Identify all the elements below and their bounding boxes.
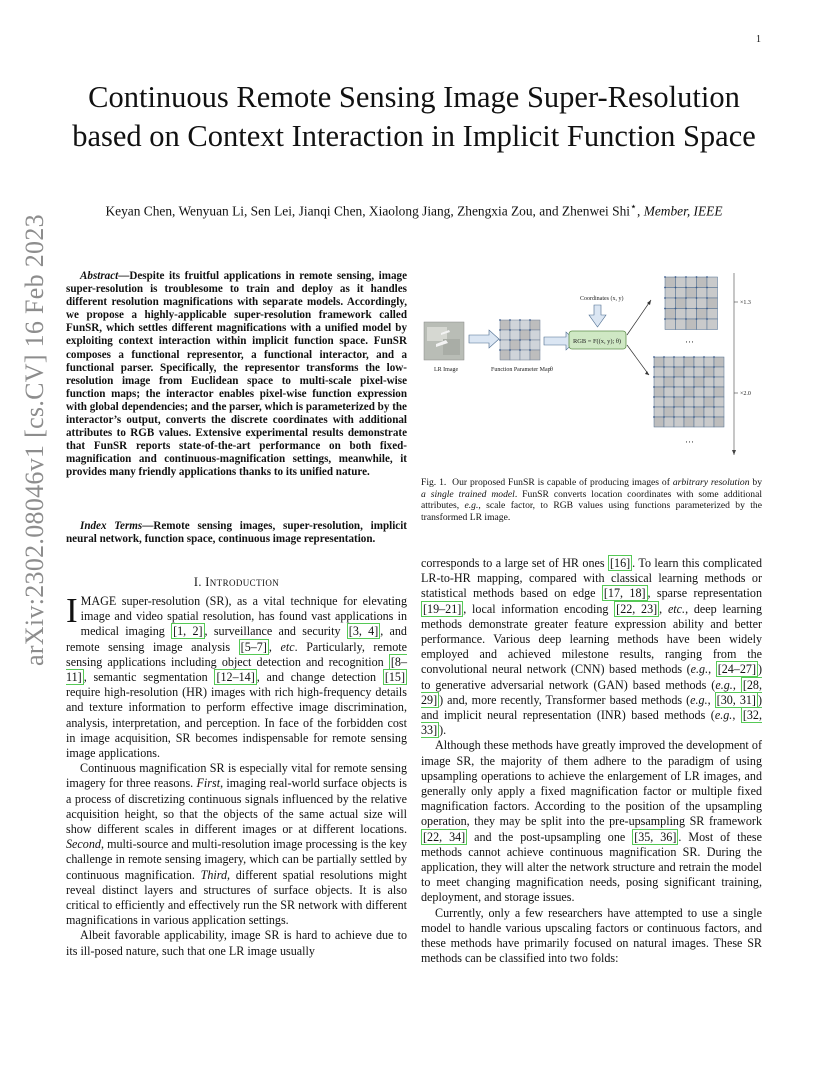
hr-pixel-cell <box>654 417 664 427</box>
lr-image <box>424 322 464 360</box>
grid-node-icon <box>703 366 705 368</box>
arrowhead-icon <box>645 371 649 375</box>
grid-node-icon <box>673 396 675 398</box>
hr-pixel-cell <box>704 357 714 367</box>
grid-node-icon <box>673 416 675 418</box>
grid-node-icon <box>693 406 695 408</box>
grid-node-icon <box>673 406 675 408</box>
citation-link[interactable]: [35, 36] <box>634 829 677 844</box>
hr-pixel-cell <box>654 397 664 407</box>
grid-node-icon <box>519 349 521 351</box>
grid-node-icon <box>509 349 511 351</box>
corresponding-mark: ⋆ <box>630 201 637 213</box>
grid-node-icon <box>519 329 521 331</box>
grid-node-icon <box>685 297 687 299</box>
grid-node-icon <box>696 276 698 278</box>
hr-pixel-cell <box>676 298 687 309</box>
hr-pixel-cell <box>676 319 687 330</box>
text-run: and the post-upsampling one <box>467 829 633 844</box>
coordinates-label: Coordinates (x, y) <box>580 296 624 302</box>
text-run: a single trained model <box>421 488 515 500</box>
hr-pixel-cell <box>686 319 697 330</box>
text-run: , <box>708 662 716 677</box>
hr-pixel-cell <box>707 309 718 320</box>
grid-node-icon <box>673 356 675 358</box>
arrowhead-icon <box>647 300 651 305</box>
hr-pixel-cell <box>654 407 664 417</box>
hr-pixel-cell <box>697 309 708 320</box>
grid-node-icon <box>653 366 655 368</box>
grid-node-icon <box>683 396 685 398</box>
text-run: Second <box>66 837 101 852</box>
hr-pixel-cell <box>654 387 664 397</box>
hr-pixel-cell <box>684 417 694 427</box>
grid-node-icon <box>696 297 698 299</box>
abstract: Abstract—Despite its fruitful applications in remote sensing, image super-resolution is troublesome to train and deploy as it handles different resolution magnifications with separate models. Accordingly, we propose a highly-applicable super-resolution framework called FunSR, which settles different magnifications with a unified model by exploiting context interaction within implicit function space. FunSR composes a functional representor, a functional interactor, and a functional parser. Specifically, the representor transforms the low-resolution image from Euclidean space to multi-scale pixel-wise function maps; the interactor enables pixel-wise function expression with global dependencies; and the parser, which is parameterized by the interactor’s output, converts the discrete coordinates with additional attributes to RGB values. Extensive experimental results demonstrate that FunSR reports state-of-the-art performance on both fixed-magnification and continuous-magnification settings, meanwhile, it provides many friendly applications thanks to its unified nature. <box>66 270 407 479</box>
intro-paragraph-2 <box>66 761 407 928</box>
grid-node-icon <box>693 356 695 358</box>
grid-node-icon <box>685 287 687 289</box>
hr-pixel-cell <box>707 277 718 288</box>
hr-pixel-cell <box>664 357 674 367</box>
function-parameter-map-label: Function Parameter Map <box>491 367 551 373</box>
grid-node-icon <box>653 396 655 398</box>
citation-link[interactable]: [1, 2] <box>173 624 203 639</box>
grid-node-icon <box>675 318 677 320</box>
text-run: , imaging real-world surface objects is a process of discretizing continuous signals influenced by the relative acquisition height, so that the objects of the same actual size will show different scales in different images or at different locations. <box>66 776 407 837</box>
text-run: e.g. <box>690 692 708 707</box>
text-run: . Particularly, remote sensing applications including object detection and recognition <box>66 639 407 669</box>
grid-node-icon <box>499 319 501 321</box>
hr-pixel-cell <box>714 397 724 407</box>
parameter-cell <box>530 340 540 350</box>
grid-node-icon <box>713 376 715 378</box>
index-terms-label: Index Terms <box>80 520 143 532</box>
hr-pixel-cell <box>664 367 674 377</box>
citation-link[interactable]: [3, 4] <box>348 624 379 639</box>
grid-node-icon <box>675 287 677 289</box>
grid-node-icon <box>663 366 665 368</box>
grid-node-icon <box>519 339 521 341</box>
text-run: etc <box>280 639 295 654</box>
hr-pixel-cell <box>674 407 684 417</box>
text-run: , <box>268 639 281 654</box>
hr-pixel-cell <box>654 357 664 367</box>
hr-pixel-cell <box>674 367 684 377</box>
citation-link[interactable]: [17, 18] <box>603 586 646 601</box>
grid-node-icon <box>683 366 685 368</box>
drop-cap: I <box>66 591 78 630</box>
grid-node-icon <box>696 308 698 310</box>
hr-pixel-cell <box>694 417 704 427</box>
hr-pixel-cell <box>674 357 684 367</box>
grid-node-icon <box>653 356 655 358</box>
citation-link[interactable]: [15] <box>384 670 405 685</box>
parameter-cell <box>500 320 510 330</box>
grid-node-icon <box>685 308 687 310</box>
hr-pixel-cell <box>704 397 714 407</box>
hr-pixel-cell <box>684 397 694 407</box>
grid-node-icon <box>683 416 685 418</box>
parameter-cell <box>520 350 530 360</box>
text-run: , scale factor, to RGB values using functions parameterized by the transformed LR image. <box>421 500 762 523</box>
grid-node-icon <box>703 416 705 418</box>
hr-pixel-cell <box>664 417 674 427</box>
grid-node-icon <box>693 376 695 378</box>
grid-node-icon <box>663 386 665 388</box>
text-run: , semantic segmentation <box>83 670 215 685</box>
author-list: Keyan Chen, Wenyuan Li, Sen Lei, Jianqi Chen, Xiaolong Jiang, Zhengxia Zou, and Zhenwei Shi⋆, Member, IEEE <box>105 201 723 219</box>
arrow-icon <box>469 330 499 348</box>
hr-pixel-cell <box>714 367 724 377</box>
text-run: , deep learning methods demonstrate greater feature expression ability and better performance. Various deep learning methods have been widely employed and achieved milestone results, ranging from the convolutional neural network (CNN) based methods ( <box>421 601 762 677</box>
citation-link[interactable]: [12–14] <box>216 670 255 685</box>
grid-node-icon <box>703 406 705 408</box>
grid-node-icon <box>529 319 531 321</box>
text-run: , and remote sensing image analysis <box>66 624 407 654</box>
parameter-cell <box>500 340 510 350</box>
hr-pixel-cell <box>694 377 704 387</box>
grid-node-icon <box>499 339 501 341</box>
grid-node-icon <box>706 297 708 299</box>
hr-pixel-cell <box>686 309 697 320</box>
citation-link[interactable]: [8–11] <box>66 654 407 685</box>
scale-label-bottom: ×2.0 <box>740 391 751 397</box>
hr-pixel-cell <box>684 367 694 377</box>
text-run: First <box>196 776 221 791</box>
grid-node-icon <box>706 318 708 320</box>
parameter-cell <box>510 350 520 360</box>
right-paragraph-1 <box>421 556 762 738</box>
hr-pixel-cell <box>704 417 714 427</box>
down-arrow-icon <box>589 305 606 327</box>
text-run: ) and, more recently, Transformer based methods ( <box>439 692 691 707</box>
text-run: Although these methods have greatly improved the development of image SR, the majority of them adhere to the paradigm of using upsampling operations to achieve the enlargement of LR images, and generally only apply a fixed magnification factor or multiple fixed magnification factors. According to the position of the upsampling operation, they may be split into the pre-upsampling SR framework <box>421 738 762 829</box>
grid-node-icon <box>685 276 687 278</box>
branch-arrow-icon <box>627 300 651 335</box>
grid-node-icon <box>706 287 708 289</box>
paper-title: Continuous Remote Sensing Image Super-Resolution based on Context Interaction in Implicit Function Space <box>72 80 756 153</box>
abstract-label: Abstract <box>80 270 119 282</box>
intro-paragraph-1 <box>66 591 407 761</box>
grid-node-icon <box>683 386 685 388</box>
text-run: Third <box>200 867 228 882</box>
hr-output-grid-large <box>653 356 724 427</box>
hr-pixel-cell <box>697 298 708 309</box>
grid-node-icon <box>713 366 715 368</box>
hr-pixel-cell <box>665 309 676 320</box>
text-run: arbitrary resolution <box>672 477 750 488</box>
hr-pixel-cell <box>714 407 724 417</box>
grid-node-icon <box>713 396 715 398</box>
grid-node-icon <box>675 308 677 310</box>
text-run: etc. <box>667 601 686 616</box>
grid-node-icon <box>713 386 715 388</box>
figure-1-diagram <box>421 265 762 465</box>
grid-node-icon <box>529 349 531 351</box>
grid-node-icon <box>683 376 685 378</box>
parameter-cell <box>500 330 510 340</box>
hr-pixel-cell <box>654 367 664 377</box>
hr-pixel-cell <box>676 277 687 288</box>
function-parameter-map-grid <box>499 319 540 360</box>
hr-pixel-cell <box>684 377 694 387</box>
grid-node-icon <box>509 339 511 341</box>
hr-pixel-cell <box>694 397 704 407</box>
grid-node-icon <box>663 376 665 378</box>
citation-link[interactable]: [24–27] <box>717 662 756 677</box>
ieee-membership: Member, IEEE <box>643 203 723 219</box>
hr-pixel-cell <box>665 288 676 299</box>
grid-node-icon <box>693 366 695 368</box>
text-run: , local information encoding <box>463 601 615 616</box>
grid-node-icon <box>653 376 655 378</box>
figure-caption <box>421 477 762 523</box>
grid-node-icon <box>509 329 511 331</box>
grid-node-icon <box>703 386 705 388</box>
intro-paragraph-3: Albeit favorable applicability, image SR is hard to achieve due to its ill-posed nature, such that one LR image usually <box>66 928 407 958</box>
grid-node-icon <box>653 386 655 388</box>
arrowhead-icon <box>732 450 736 455</box>
text-run: require high-resolution (HR) images with rich high-frequency details and texture information to perform effective image discrimination, analysis, interpretation, and perception. In face of the forbidden cost in image acquisition, SR becomes indispensable for remote sensing image applications. <box>66 685 407 761</box>
grid-node-icon <box>664 318 666 320</box>
grid-node-icon <box>663 356 665 358</box>
grid-node-icon <box>664 276 666 278</box>
hr-pixel-cell <box>714 417 724 427</box>
grid-node-icon <box>713 406 715 408</box>
grid-node-icon <box>703 396 705 398</box>
text-run: e.g. <box>714 708 733 723</box>
grid-node-icon <box>499 349 501 351</box>
text-run: , <box>732 677 741 692</box>
hr-pixel-cell <box>674 387 684 397</box>
grid-node-icon <box>673 386 675 388</box>
hr-pixel-cell <box>665 298 676 309</box>
introduction-body <box>66 591 407 959</box>
hr-pixel-cell <box>654 377 664 387</box>
hr-pixel-cell <box>707 319 718 330</box>
parameter-cell <box>510 340 520 350</box>
hr-pixel-cell <box>707 298 718 309</box>
text-run: ) and implicit neural representation (INR) based methods ( <box>421 692 762 723</box>
hr-pixel-cell <box>704 407 714 417</box>
text-run: e.g. <box>690 662 709 677</box>
caption-label: Fig. 1. <box>421 477 447 488</box>
grid-node-icon <box>683 406 685 408</box>
parameter-cell <box>510 320 520 330</box>
parameter-cell <box>520 340 530 350</box>
grid-node-icon <box>653 406 655 408</box>
grid-node-icon <box>664 308 666 310</box>
ellipsis-bottom: ··· <box>685 437 694 447</box>
hr-pixel-cell <box>665 319 676 330</box>
arxiv-watermark: arXiv:2302.08046v1 [cs.CV] 16 Feb 2023 <box>20 214 49 666</box>
hr-pixel-cell <box>694 367 704 377</box>
parameter-cell <box>520 330 530 340</box>
grid-node-icon <box>673 376 675 378</box>
grid-node-icon <box>683 356 685 358</box>
text-run: , and change detection <box>256 670 383 685</box>
citation-link[interactable]: [5–7] <box>240 639 267 654</box>
text-run: ) to generative adversarial network (GAN) based methods ( <box>421 662 763 692</box>
grid-node-icon <box>529 339 531 341</box>
ellipsis-top: ··· <box>685 337 694 347</box>
text-run: e.g. <box>464 500 479 512</box>
text-run: , different spatial resolutions might reveal distinct layers and structures of surface objects. It is also critical to efficiently and effectively run the SR network with different magnifications in various application settings. <box>66 867 407 928</box>
grid-node-icon <box>663 416 665 418</box>
branch-arrow-icon <box>627 345 649 375</box>
text-run: e.g. <box>715 677 733 692</box>
hr-pixel-cell <box>697 288 708 299</box>
citation-link[interactable]: [28, 29] <box>421 677 763 707</box>
hr-pixel-cell <box>664 407 674 417</box>
parameter-cell <box>530 330 540 340</box>
grid-node-icon <box>703 376 705 378</box>
hr-pixel-cell <box>707 288 718 299</box>
right-paragraph-2 <box>421 738 762 905</box>
citation-link[interactable]: [22, 23] <box>616 601 658 616</box>
text-run: , <box>732 708 741 723</box>
text-run: Our proposed FunSR is capable of producing images of <box>452 477 670 488</box>
grid-node-icon <box>703 356 705 358</box>
text-run: , <box>707 692 715 707</box>
hr-pixel-cell <box>686 288 697 299</box>
citation-link[interactable]: [19–21] <box>423 601 462 616</box>
parameter-cell <box>510 330 520 340</box>
grid-node-icon <box>693 416 695 418</box>
grid-node-icon <box>693 386 695 388</box>
theta-symbol: θ <box>550 367 553 373</box>
grid-node-icon <box>685 318 687 320</box>
lr-image-label: LR Image <box>434 367 459 373</box>
scale-label-top: ×1.3 <box>740 300 751 306</box>
hr-pixel-cell <box>714 377 724 387</box>
hr-pixel-cell <box>664 397 674 407</box>
text-run: Continuous magnification SR is especially vital for remote sensing imagery for three reasons. <box>66 761 407 791</box>
hr-pixel-cell <box>664 387 674 397</box>
parameter-cell <box>520 320 530 330</box>
index-terms-text: Remote sensing images, super-resolution, implicit neural network, function space, continuous image representation. <box>66 520 407 546</box>
text-run: ). <box>439 723 447 738</box>
grid-node-icon <box>664 287 666 289</box>
grid-node-icon <box>653 416 655 418</box>
parameter-cell <box>500 350 510 360</box>
text-run: . FunSR converts location coordinates with some additional attributes, <box>421 488 762 512</box>
index-terms: Index Terms—Remote sensing images, super-resolution, implicit neural network, function space, continuous image representation. <box>66 520 407 546</box>
grid-node-icon <box>675 297 677 299</box>
grid-node-icon <box>696 287 698 289</box>
grid-node-icon <box>706 308 708 310</box>
citation-link[interactable]: [16] <box>610 556 631 570</box>
citation-link[interactable]: [22, 34] <box>423 829 466 844</box>
hr-pixel-cell <box>694 407 704 417</box>
hr-pixel-cell <box>686 298 697 309</box>
text-run: . Most of these methods cannot achieve continuous magnification SR. During the application, they will alter the network structure and retrain the model to meet changing magnification needs, posing significant training, deployment, and storage issues. <box>421 829 762 905</box>
hr-pixel-cell <box>694 357 704 367</box>
grid-node-icon <box>529 329 531 331</box>
grid-node-icon <box>706 276 708 278</box>
text-run: MAGE super-resolution (SR), as a vital technique for elevating image and video spatial resolution, has found vast applications in medical imaging <box>80 594 407 639</box>
text-run: , surveillance and security <box>204 624 347 639</box>
hr-pixel-cell <box>684 407 694 417</box>
citation-link[interactable]: [32, 33] <box>421 708 763 738</box>
grid-node-icon <box>664 297 666 299</box>
grid-node-icon <box>675 276 677 278</box>
abstract-text: Despite its fruitful applications in remote sensing, image super-resolution is troublesome to train and deploy as it handles different resolution magnifications with separate models. Accordingly, we propose a highly-applicable super-resolution framework called FunSR, which settles different magnifications with a unified model by exploiting context interaction within implicit function space. FunSR composes a functional representor, a functional interactor, and a functional parser. Specifically, the representor transforms the low-resolution image from Euclidean space to multi-scale pixel-wise function maps; the interactor enables pixel-wise function expression with global dependencies; and the parser, which is parameterized by the interactor’s output, converts the discrete coordinates with additional attributes to RGB values. Extensive experimental results demonstrate that FunSR reports state-of-the-art performance on both fixed-magnification and continuous-magnification settings, meanwhile, it provides many friendly applications thanks to its unified nature. <box>66 270 407 479</box>
grid-node-icon <box>673 366 675 368</box>
citation-link[interactable]: [30, 31] <box>716 692 756 707</box>
hr-pixel-cell <box>697 319 708 330</box>
grid-node-icon <box>696 318 698 320</box>
parameter-cell <box>530 350 540 360</box>
grid-node-icon <box>663 406 665 408</box>
hr-output-grid-small <box>664 276 717 329</box>
hr-pixel-cell <box>714 357 724 367</box>
hr-pixel-cell <box>676 309 687 320</box>
grid-node-icon <box>499 329 501 331</box>
hr-pixel-cell <box>674 397 684 407</box>
grid-node-icon <box>663 396 665 398</box>
text-run: , <box>659 601 668 616</box>
hr-pixel-cell <box>684 387 694 397</box>
text-run: , sparse representation <box>647 586 762 601</box>
hr-pixel-cell <box>676 288 687 299</box>
hr-pixel-cell <box>704 377 714 387</box>
text-run: corresponds to a large set of HR ones <box>421 556 609 570</box>
hr-pixel-cell <box>697 277 708 288</box>
hr-pixel-cell <box>665 277 676 288</box>
hr-pixel-cell <box>674 417 684 427</box>
text-run: , multi-source and multi-resolution image processing is the key challenge in remote sensing imagery, which can be partially settled by continuous magnification. <box>66 837 407 882</box>
parameter-cell <box>530 320 540 330</box>
right-column-body <box>421 556 762 966</box>
rgb-formula: RGB = F((x, y); θ) <box>573 338 622 345</box>
authors-names: Keyan Chen, Wenyuan Li, Sen Lei, Jianqi Chen, Xiaolong Jiang, Zhengxia Zou, and Zhenwei Shi <box>105 203 630 219</box>
hr-pixel-cell <box>704 367 714 377</box>
hr-pixel-cell <box>694 387 704 397</box>
hr-pixel-cell <box>674 377 684 387</box>
hr-pixel-cell <box>714 387 724 397</box>
grid-node-icon <box>509 319 511 321</box>
grid-node-icon <box>519 319 521 321</box>
text-run: by <box>752 477 763 488</box>
hr-pixel-cell <box>686 277 697 288</box>
hr-pixel-cell <box>704 387 714 397</box>
section-heading-introduction: I. Introduction <box>193 575 280 589</box>
grid-node-icon <box>693 396 695 398</box>
grid-node-icon <box>713 356 715 358</box>
hr-pixel-cell <box>684 357 694 367</box>
right-paragraph-3: Currently, only a few researchers have attempted to use a single model to handle various upscaling factors or continuous factors, and these methods have primarily focused on natural images. These SR methods can be classified into two folds: <box>421 905 762 966</box>
text-run: . To learn this complicated LR-to-HR mapping, compared with classical learning methods or statistical methods based on edge <box>421 556 762 601</box>
page-number: 1 <box>756 34 761 45</box>
grid-node-icon <box>713 416 715 418</box>
hr-pixel-cell <box>664 377 674 387</box>
